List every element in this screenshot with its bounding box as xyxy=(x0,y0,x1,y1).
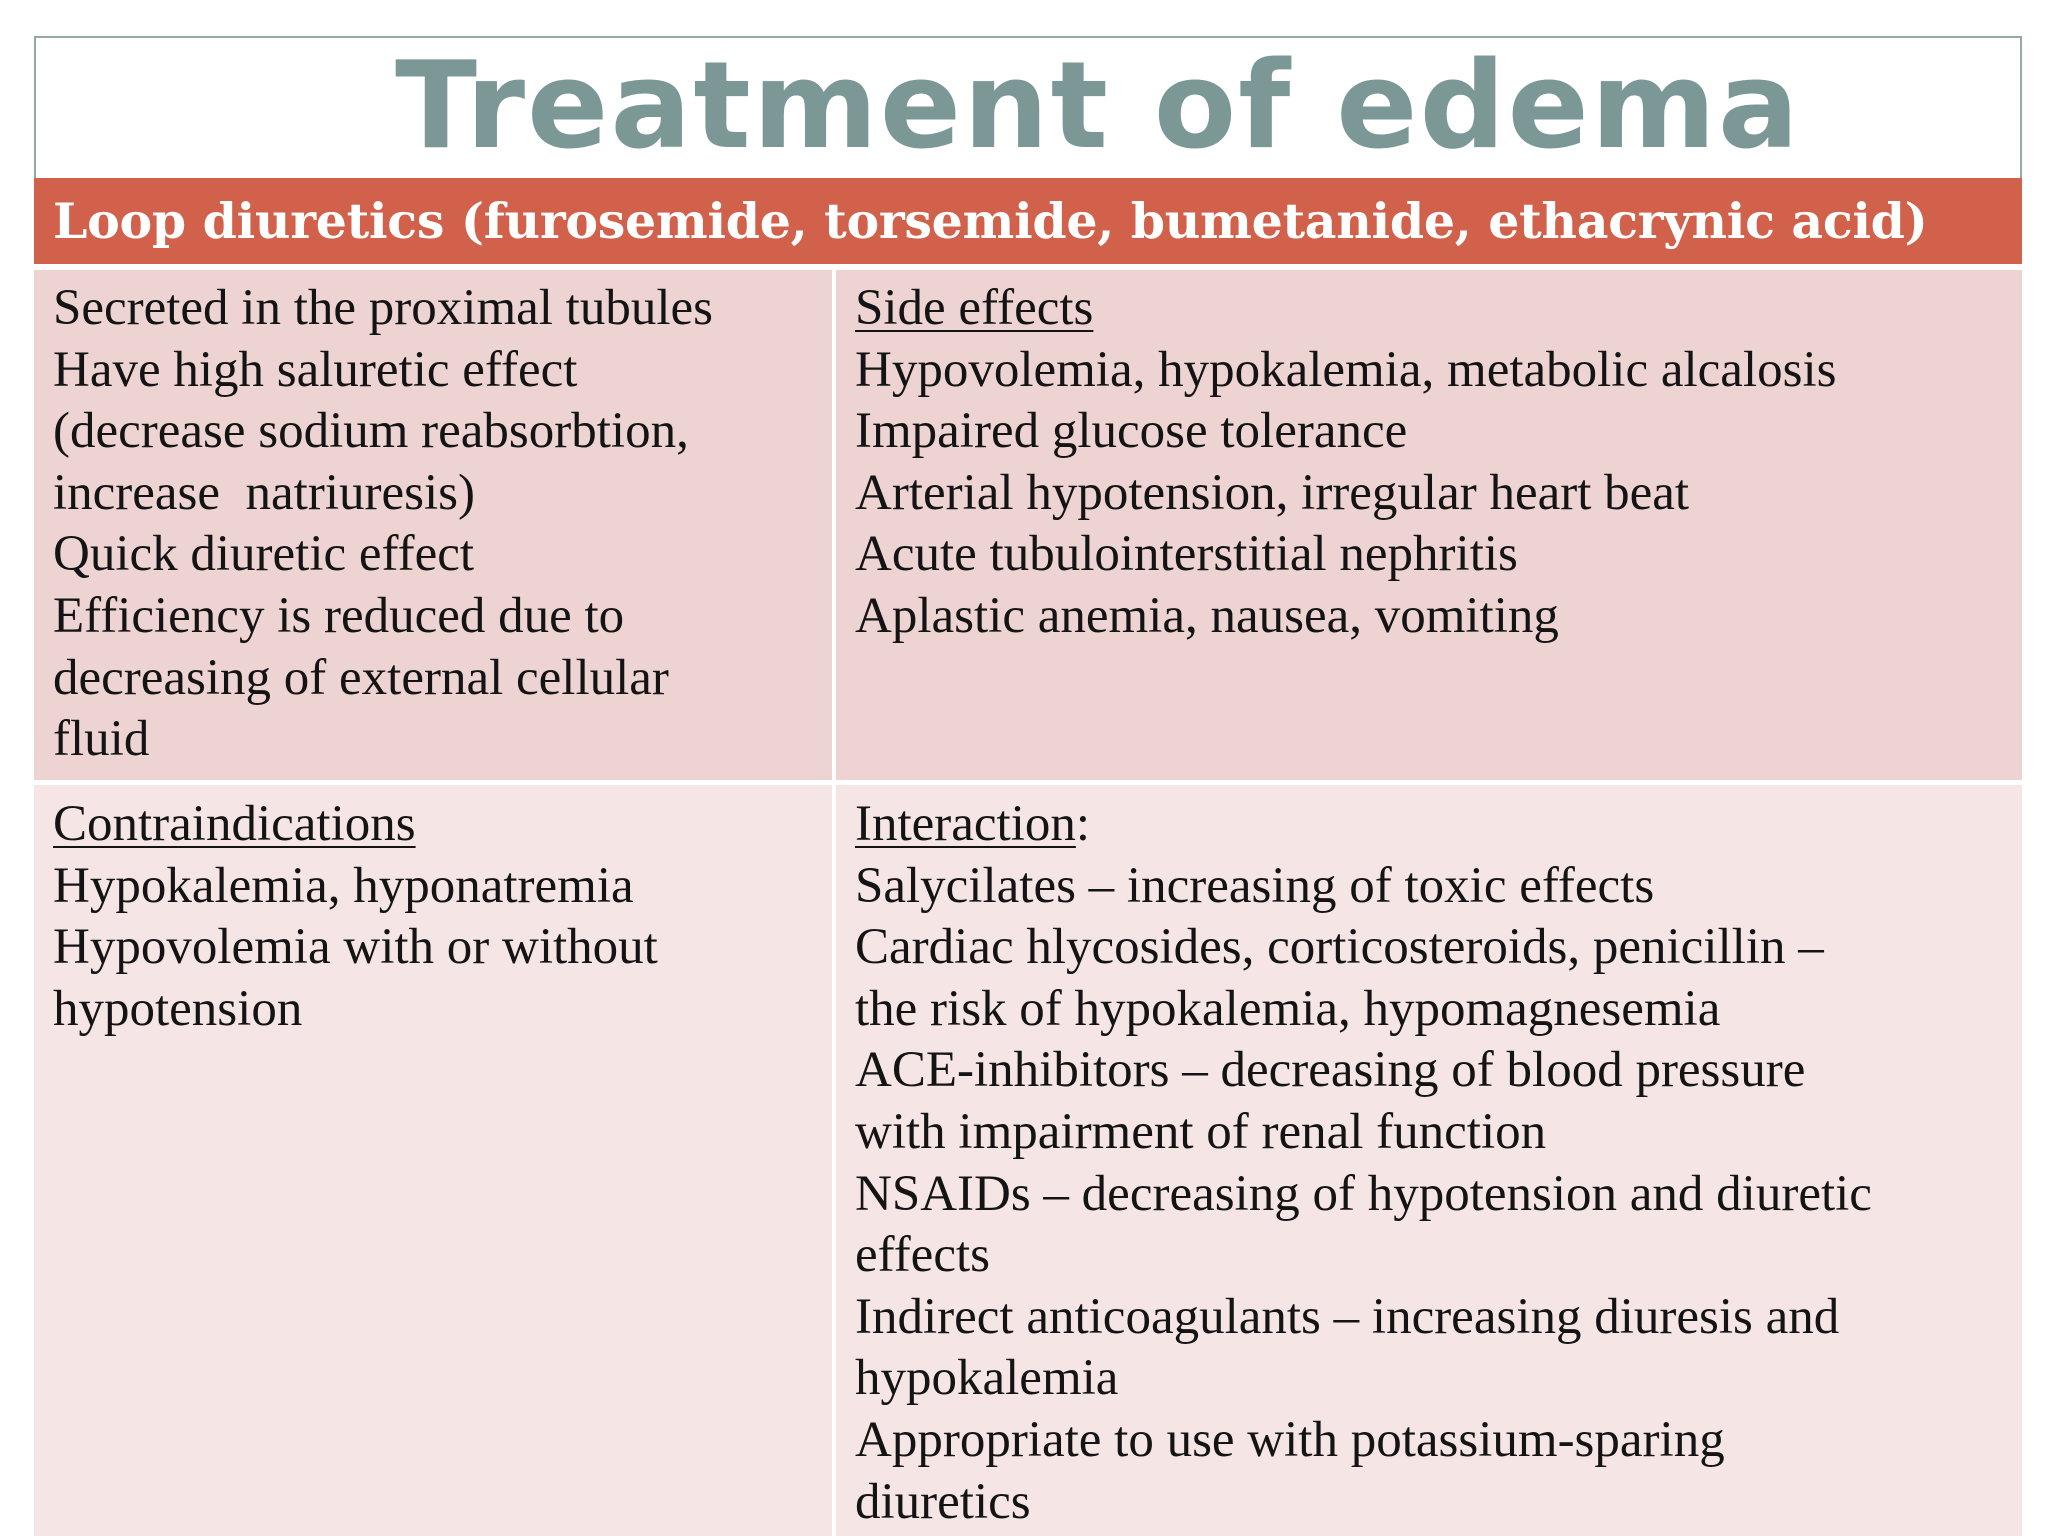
text-line: hypotension xyxy=(53,980,303,1037)
title-box xyxy=(34,36,2022,178)
text-line: Have high saluretic effect xyxy=(53,341,578,398)
side-effects-heading-text: Side effects xyxy=(855,280,1094,336)
text-line: Hypovolemia, hypokalemia, metabolic alcalosis xyxy=(855,341,1837,398)
text-line: Efficiency is reduced due to xyxy=(53,587,625,644)
header-text: Loop diuretics (furosemide, torsemide, bumetanide, ethacrynic acid) xyxy=(53,192,1928,250)
interaction-heading-colon: : xyxy=(1075,796,1091,852)
contraindications-heading xyxy=(53,794,832,856)
text-line: Impaired glucose tolerance xyxy=(855,403,1408,460)
text-line: Appropriate to use with potassium-sparing xyxy=(855,1411,1725,1468)
contraindications-heading-text: Contraindications xyxy=(53,796,416,852)
text-line: increase natriuresis) xyxy=(53,464,475,521)
header-bar xyxy=(34,178,2022,264)
text-line: effects xyxy=(855,1227,990,1284)
content-table xyxy=(34,270,2022,1536)
text-line: NSAIDs – decreasing of hypotension and diuretic xyxy=(855,1165,1872,1222)
text-line: (decrease sodium reabsorbtion, xyxy=(53,403,689,460)
cell-interaction xyxy=(836,785,2022,1536)
text-line: the risk of hypokalemia, hypomagnesemia xyxy=(855,980,1721,1037)
text-line: Salycilates – increasing of toxic effects xyxy=(855,857,1655,914)
text-line: decreasing of external cellular xyxy=(53,649,669,706)
text-line: Acute tubulointerstitial nephritis xyxy=(855,526,1518,583)
cell-contraindications xyxy=(34,785,832,1536)
cell-mechanism xyxy=(34,270,832,780)
text-line: fluid xyxy=(53,711,150,768)
text-line: Hypokalemia, hyponatremia xyxy=(53,857,634,914)
text-line: Aplastic anemia, nausea, vomiting xyxy=(855,587,1559,644)
text-line: ACE-inhibitors – decreasing of blood pressure xyxy=(855,1042,1806,1099)
interaction-heading-text: Interaction xyxy=(855,796,1076,852)
text-line: diuretics xyxy=(855,1473,1031,1530)
cell-side-effects xyxy=(836,270,2022,780)
text-line: Quick diuretic effect xyxy=(53,526,475,583)
interaction-heading xyxy=(855,794,2022,856)
slide-title: Treatment of edema xyxy=(395,37,1801,176)
side-effects-heading xyxy=(855,278,2022,340)
text-line: Cardiac hlycosides, corticosteroids, penicillin – xyxy=(855,919,1824,976)
text-line: Indirect anticoagulants – increasing diuresis and xyxy=(855,1288,1840,1345)
text-line: Secreted in the proximal tubules xyxy=(53,280,713,336)
text-line: Arterial hypotension, irregular heart beat xyxy=(855,464,1690,521)
text-line: with impairment of renal function xyxy=(855,1103,1547,1160)
text-line: hypokalemia xyxy=(855,1350,1119,1407)
text-line: Hypovolemia with or without xyxy=(53,919,658,976)
